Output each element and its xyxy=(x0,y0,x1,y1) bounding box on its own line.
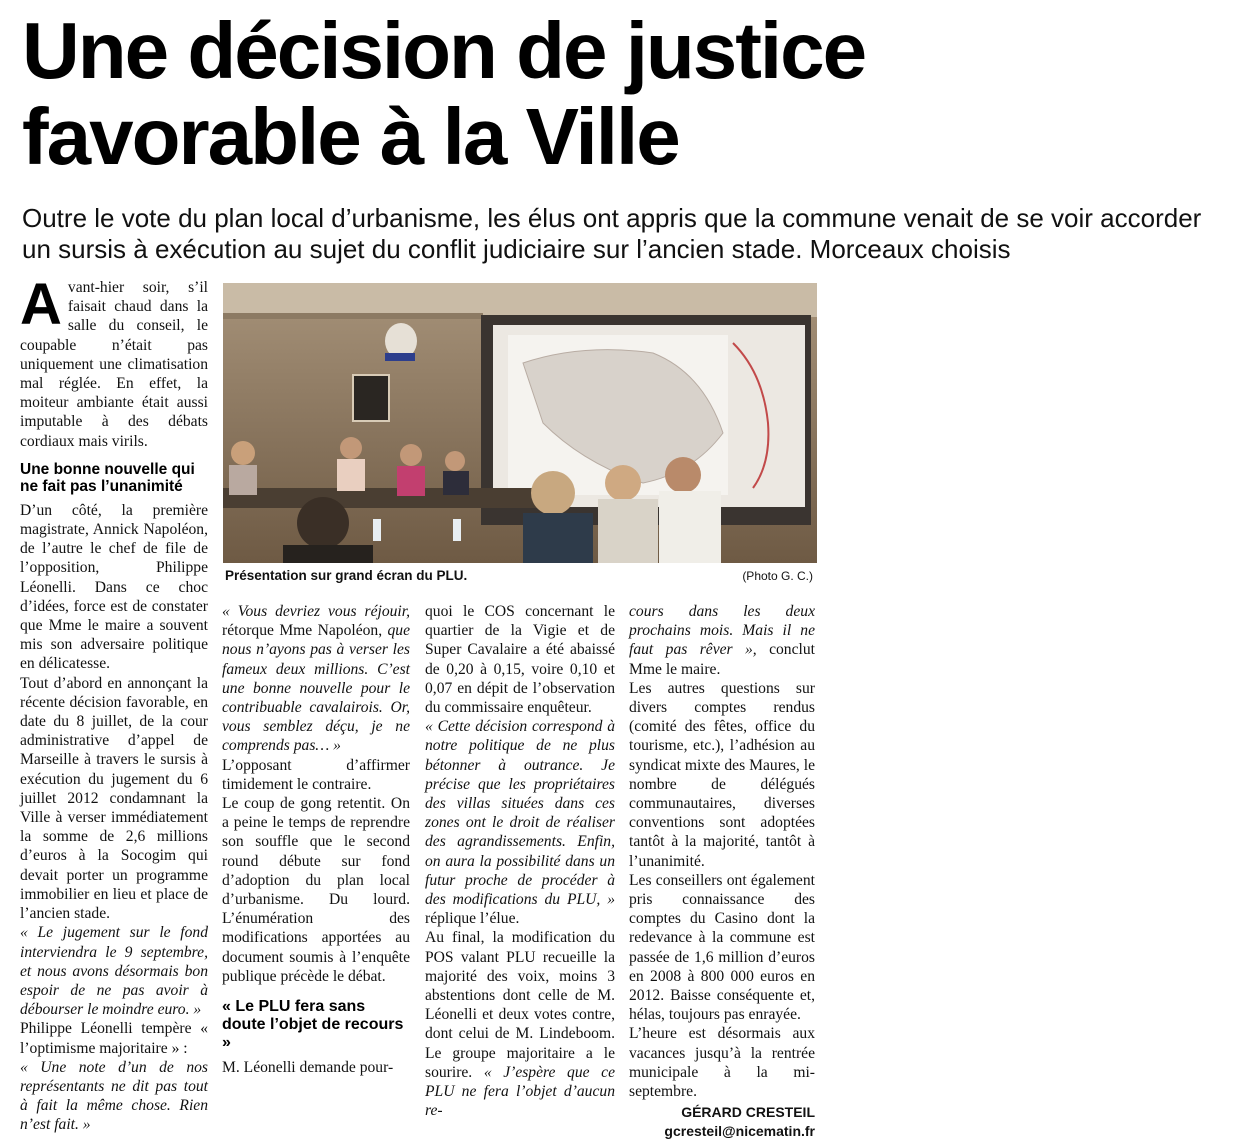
quote: « Vous devriez vous réjouir, xyxy=(222,603,410,620)
photo-illustration xyxy=(223,283,817,563)
quote-paragraph xyxy=(425,928,615,1120)
quote: « J’espère que ce PLU ne fera l’objet d’aucun re- xyxy=(425,1063,615,1120)
quote-paragraph xyxy=(425,717,615,928)
article-column-1 xyxy=(20,272,208,1135)
article-column-3 xyxy=(425,602,615,1120)
photo-caption: Présentation sur grand écran du PLU. xyxy=(225,568,468,583)
author-email[interactable]: gcresteil@nicematin.fr xyxy=(664,1123,815,1140)
quote: « Cette décision correspond à notre politique de ne plus bétonner à outrance. Je précise que les propriétaires des villas situées dans ces zones ont le droit de réaliser des agrandissements. Enfin, on aura la possibilité dans un futur proche de procéder à des modifications du PLU, » xyxy=(425,718,615,909)
subheading-good-news: Une bonne nouvelle qui ne fait pas l’unanimité xyxy=(20,460,195,495)
attribution: rétorque Mme Napoléon, xyxy=(222,622,383,640)
attribution: réplique l’élue. xyxy=(425,910,520,928)
attribution: conclut Mme le maire. xyxy=(629,641,815,678)
body-paragraph: Tout d’abord en annonçant la récente décision favorable, en date du 8 juillet, de la cour administrative d’appel de Marseille à travers le sursis à exécution du jugement du 6 juillet 2012 condamnant la Ville à verser immédiatement la somme de 2,6 millions d’euros à la Socogim qui devait porter un programme immobilier en lieu et place de l’ancien stade. xyxy=(20,674,208,923)
photo-caption-bar xyxy=(223,567,817,587)
quote: « Le jugement sur le fond interviendra le 9 septembre, et nous avons désormais bon espoir de ne pas avoir à débourser le moindre euro. » xyxy=(20,924,208,1019)
quote: cours dans les deux prochains mois. Mais il ne faut pas rêver », xyxy=(629,603,815,659)
body-paragraph: L’opposant d’affirmer timidement le contraire. xyxy=(222,756,410,793)
intro-paragraph xyxy=(20,272,208,451)
council-meeting-photo xyxy=(223,283,817,563)
body-paragraph: Les conseillers ont également pris connaissance des comptes du Casino dont la redevance à la commune est passée de 1,6 million d’euros en 2008 à 800 000 euros en 2012. Baisse conséquente et, hélas, toujours pas enrayée. xyxy=(629,871,815,1024)
body-paragraph: Philippe Léonelli tempère « l’optimisme majoritaire » : xyxy=(20,1020,208,1057)
headline: Une décision de justice favorable à la Ville xyxy=(22,6,866,181)
body-paragraph: Le coup de gong retentit. On a peine le temps de reprendre son souffle que le second round débute sur fond d’adoption du plan local d’urbanisme. Du lourd. L’énumération des modifications apportées au document soumis à l’enquête publique précède le débat. xyxy=(222,795,410,985)
body-text: Au final, la modification du POS valant PLU recueille la majorité des voix, moins 3 abstentions dont celle de M. Léonelli et deux votes contre, dont celui de M. Lindeboom. Le groupe majoritaire a le sourire. xyxy=(425,929,615,1081)
drop-cap: A xyxy=(20,272,62,337)
article-column-2 xyxy=(222,602,410,1077)
body-paragraph: L’heure est désormais aux vacances jusqu’à la rentrée municipale à la mi-septembre. xyxy=(629,1025,815,1101)
quote-paragraph xyxy=(222,602,410,756)
quote: que nous n’ayons pas à verser les fameux deux millions. C’est une bonne nouvelle pour le contribuable cavalairois. Or, vous semblez déçu, je ne comprends pas… » xyxy=(222,622,411,755)
body-paragraph: M. Léonelli demande pour- xyxy=(222,1059,394,1077)
body-paragraph: quoi le COS concernant le quartier de la Vigie et de Super Cavalaire a été abaissé de 0,20 à 0,15, voire 0,10 et 0,07 en dépit de l’observation du commissaire enquêteur. xyxy=(425,603,615,717)
body-paragraph: D’un côté, la première magistrate, Annick Napoléon, de l’autre le chef de file de l’opposition, Philippe Léonelli. Dans ce choc d’idées, force est de constater que Mme le maire a souvent mis son adversaire politique en délicatesse. xyxy=(20,501,208,673)
standfirst: Outre le vote du plan local d’urbanisme, les élus ont appris que la commune venait de se voir accorder un sursis à exécution au sujet du conflit judiciaire sur l’ancien stade. Morceaux choisis xyxy=(22,203,1202,264)
intro-text: vant-hier soir, s’il faisait chaud dans la salle du conseil, le coupable n’était pas uniquement une climatisation mal réglée. En effet, la moiteur ambiante était aussi imputable à des débats cordiaux mais virils. xyxy=(20,279,208,450)
article-column-4 xyxy=(629,602,815,1142)
quote: « Une note d’un de nos représentants ne dit pas tout à fait la même chose. Rien n’est fait. » xyxy=(20,1058,208,1134)
author-signature: GÉRARD CRESTEIL xyxy=(681,1104,815,1121)
body-paragraph: Les autres questions sur divers comptes rendus (comité des fêtes, office du tourisme, etc.), l’adhésion au syndicat mixte des Maures, le nombre de délégués communautaires, diverses conventions sont adoptées tantôt à la majorité, tantôt à l’unanimité. xyxy=(629,679,815,870)
photo-credit: (Photo G. C.) xyxy=(742,569,813,583)
quote-paragraph xyxy=(629,602,815,679)
subheading-plu-recours: « Le PLU fera sans doute l’objet de recours » xyxy=(222,998,404,1052)
